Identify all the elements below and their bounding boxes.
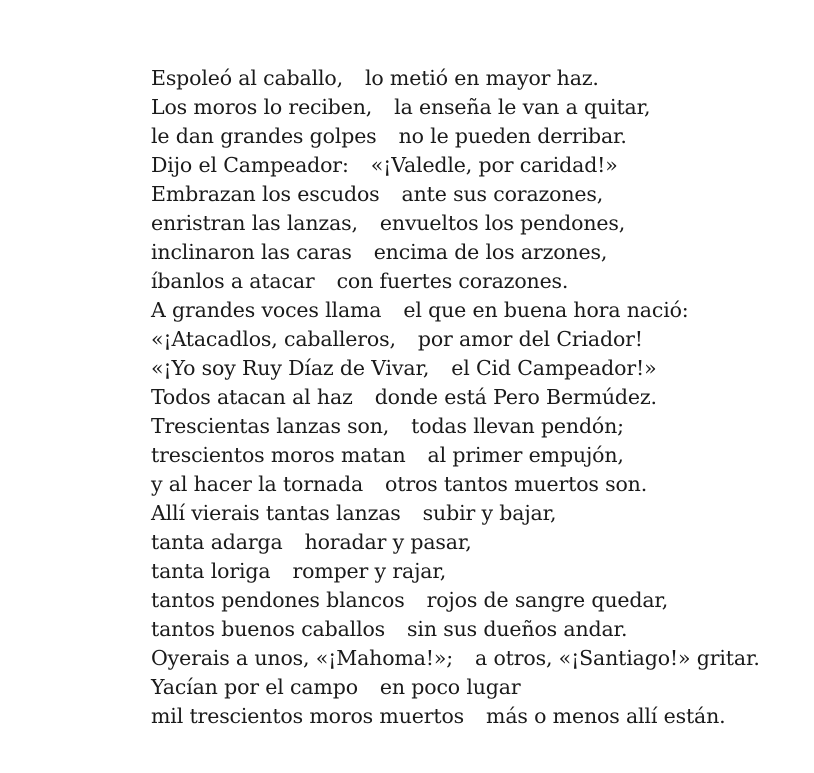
second-hemistich: sin sus dueños andar.: [407, 617, 628, 641]
first-hemistich: trescientos moros matan: [151, 443, 406, 467]
first-hemistich: Embrazan los escudos: [151, 182, 380, 206]
first-hemistich: Los moros lo reciben,: [151, 95, 373, 119]
first-hemistich: Todos atacan al haz: [151, 385, 353, 409]
second-hemistich: a otros, «¡Santiago!» gritar.: [475, 646, 760, 670]
second-hemistich: el Cid Campeador!»: [451, 356, 657, 380]
second-hemistich: en poco lugar: [379, 675, 521, 699]
second-hemistich: con fuertes corazones.: [336, 269, 569, 293]
second-hemistich: envueltos los pendones,: [379, 211, 626, 235]
first-hemistich: tanta adarga: [151, 530, 283, 554]
poem-line: [151, 586, 760, 615]
first-hemistich: íbanlos a atacar: [151, 269, 315, 293]
first-hemistich: Allí vierais tantas lanzas: [151, 501, 401, 525]
second-hemistich: romper y rajar,: [292, 559, 447, 583]
second-hemistich: ante sus corazones,: [401, 182, 604, 206]
poem-line: [151, 412, 760, 441]
poem-line: [151, 383, 760, 412]
second-hemistich: rojos de sangre quedar,: [426, 588, 669, 612]
poem-line: [151, 644, 760, 673]
second-hemistich: todas llevan pendón;: [411, 414, 624, 438]
first-hemistich: tanta loriga: [151, 559, 271, 583]
second-hemistich: la enseña le van a quitar,: [394, 95, 651, 119]
poem-line: [151, 441, 760, 470]
first-hemistich: le dan grandes golpes: [151, 124, 377, 148]
poem-line: [151, 470, 760, 499]
first-hemistich: Oyerais a unos, «¡Mahoma!»;: [151, 646, 454, 670]
poem-line: [151, 673, 760, 702]
first-hemistich: tantos buenos caballos: [151, 617, 386, 641]
second-hemistich: encima de los arzones,: [373, 240, 608, 264]
first-hemistich: enristran las lanzas,: [151, 211, 358, 235]
poem-line: [151, 151, 760, 180]
poem-line: [151, 64, 760, 93]
poem-line: [151, 354, 760, 383]
second-hemistich: subir y bajar,: [422, 501, 557, 525]
first-hemistich: Yacían por el campo: [151, 675, 358, 699]
first-hemistich: inclinaron las caras: [151, 240, 352, 264]
second-hemistich: horadar y pasar,: [304, 530, 472, 554]
second-hemistich: «¡Valedle, por caridad!»: [370, 153, 618, 177]
first-hemistich: y al hacer la tornada: [151, 472, 364, 496]
second-hemistich: no le pueden derribar.: [398, 124, 627, 148]
poem-line: [151, 267, 760, 296]
poem-line: [151, 702, 760, 731]
first-hemistich: tantos pendones blancos: [151, 588, 405, 612]
poem-line: [151, 180, 760, 209]
first-hemistich: mil trescientos moros muertos: [151, 704, 465, 728]
first-hemistich: Dijo el Campeador:: [151, 153, 349, 177]
poem-line: [151, 615, 760, 644]
second-hemistich: por amor del Criador!: [417, 327, 643, 351]
poem-line: [151, 499, 760, 528]
poem-line: [151, 296, 760, 325]
poem-line: [151, 238, 760, 267]
second-hemistich: otros tantos muertos son.: [385, 472, 648, 496]
first-hemistich: A grandes voces llama: [151, 298, 382, 322]
first-hemistich: Espoleó al caballo,: [151, 66, 343, 90]
poem-line: [151, 557, 760, 586]
poem-line: [151, 325, 760, 354]
first-hemistich: Trescientas lanzas son,: [151, 414, 390, 438]
poem-line: [151, 93, 760, 122]
second-hemistich: donde está Pero Bermúdez.: [374, 385, 657, 409]
poem-line: [151, 528, 760, 557]
poem-line: [151, 209, 760, 238]
first-hemistich: «¡Yo soy Ruy Díaz de Vivar,: [151, 356, 430, 380]
second-hemistich: al primer empujón,: [427, 443, 624, 467]
first-hemistich: «¡Atacadlos, caballeros,: [151, 327, 396, 351]
second-hemistich: lo metió en mayor haz.: [364, 66, 599, 90]
poem: [151, 64, 760, 731]
second-hemistich: más o menos allí están.: [486, 704, 726, 728]
second-hemistich: el que en buena hora nació:: [403, 298, 689, 322]
poem-line: [151, 122, 760, 151]
